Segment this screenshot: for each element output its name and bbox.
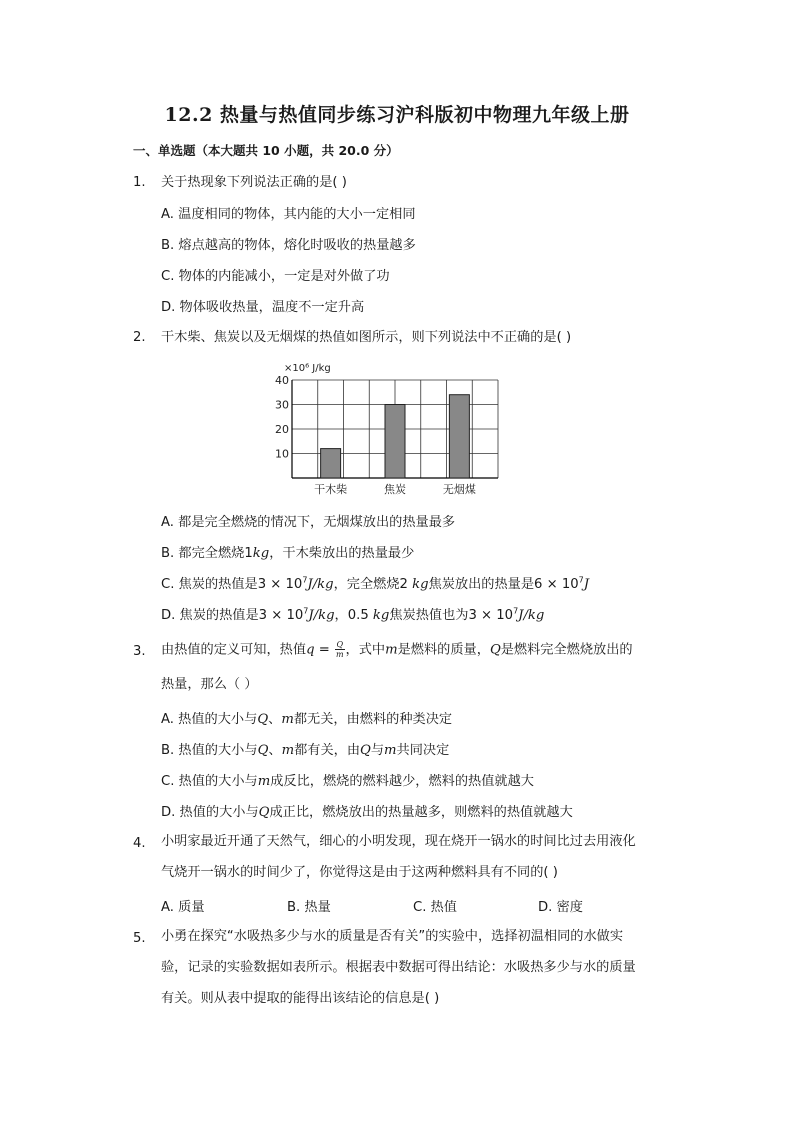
question-number: 1. xyxy=(133,175,146,190)
option-a[interactable]: A. 质量 xyxy=(161,900,205,915)
option-b[interactable]: B. 热量 xyxy=(287,900,331,915)
symbol-m: m xyxy=(257,774,271,789)
option-b-text-mid2: 与 xyxy=(370,743,385,758)
symbol-Q: Q xyxy=(257,712,269,727)
fraction-denominator: m xyxy=(335,650,344,659)
unit: kg xyxy=(372,608,390,623)
bar-1 xyxy=(321,449,341,478)
option-b[interactable]: B. 熔点越高的物体，熔化时吸收的热量越多 xyxy=(161,238,416,253)
bar-2 xyxy=(385,405,405,479)
option-d-text-end: 成正比，燃烧放出的热量越多，则燃料的热值就越大 xyxy=(269,805,573,820)
option-c-text-mid2: 焦炭放出的热量是6 × 10 xyxy=(428,577,579,592)
option-a-text: A. 热值的大小与 xyxy=(161,712,258,727)
x-tick-label: 焦炭 xyxy=(384,483,406,496)
question-stem-line-1: 小明家最近开通了天然气，细心的小明发现，现在烧开一锅水的时间比过去用液化 xyxy=(161,834,636,849)
exponent: 7 xyxy=(513,606,519,616)
y-tick-label: 20 xyxy=(275,423,289,436)
symbol-Q: Q xyxy=(258,805,270,820)
symbol-Q: Q xyxy=(360,743,371,758)
symbol-m: m xyxy=(281,712,294,727)
option-d[interactable]: D. 密度 xyxy=(538,900,583,915)
option-row xyxy=(161,896,641,916)
question-number: 3. xyxy=(133,644,146,659)
option-b-text: B. 热值的大小与 xyxy=(161,743,258,758)
question-number: 5. xyxy=(133,931,146,946)
stem-text: 由热值的定义可知，热值 xyxy=(161,642,307,658)
y-tick-label: 40 xyxy=(275,374,289,387)
option-b[interactable] xyxy=(161,542,414,561)
y-tick-label: 10 xyxy=(275,447,289,461)
page-title: 12.2 热量与热值同步练习沪科版初中物理九年级上册 xyxy=(164,104,630,126)
y-tick-label: 30 xyxy=(275,398,289,412)
bar-chart xyxy=(258,360,518,500)
option-a-text-end: 都无关，由燃料的种类决定 xyxy=(293,712,453,727)
section-heading: 一、单选题（本大题共 10 小题，共 20.0 分） xyxy=(133,143,399,158)
option-d-text: D. 热值的大小与 xyxy=(161,805,259,820)
equals-sign: = xyxy=(314,642,334,658)
option-c-text: C. 热值的大小与 xyxy=(161,774,258,789)
option-a[interactable]: A. 都是完全燃烧的情况下，无烟煤放出的热量最多 xyxy=(161,515,456,530)
option-d-text: D. 焦炭的热值是3 × 10 xyxy=(161,608,304,623)
question-stem-line-2: 验，记录的实验数据如表所示。根据表中数据可得出结论：水吸热多少与水的质量 xyxy=(161,960,636,975)
option-b-text-mid: 都有关，由 xyxy=(294,743,361,758)
fraction xyxy=(335,640,345,659)
symbol-m: m xyxy=(385,642,398,658)
option-a[interactable]: A. 温度相同的物体，其内能的大小一定相同 xyxy=(161,207,416,222)
question-stem-line-1: 小勇在探究“水吸热多少与水的质量是否有关”的实验中，选择初温相同的水做实 xyxy=(161,929,624,944)
question-stem-line-2: 热量，那么（ ） xyxy=(161,677,258,692)
option-c[interactable]: C. 热值 xyxy=(413,900,457,915)
stem-text: ，式中 xyxy=(345,642,386,658)
option-b-text-end: 共同决定 xyxy=(396,743,450,758)
option-d[interactable] xyxy=(161,801,573,820)
option-c[interactable]: C. 物体的内能减小，一定是对外做了功 xyxy=(161,269,390,284)
option-c[interactable] xyxy=(161,770,534,789)
x-tick-label: 干木柴 xyxy=(314,483,348,496)
unit-kg: kg xyxy=(252,546,270,561)
unit: J/kg xyxy=(307,577,334,592)
option-d[interactable]: D. 物体吸收热量，温度不一定升高 xyxy=(161,300,365,315)
exponent: 7 xyxy=(303,606,309,616)
question-number: 2. xyxy=(133,330,146,345)
option-a[interactable] xyxy=(161,708,452,727)
fraction-numerator: Q xyxy=(336,640,344,649)
question-stem: 干木柴、焦炭以及无烟煤的热值如图所示，则下列说法中不正确的是( ) xyxy=(161,330,572,345)
option-b-text: B. 都完全燃烧1 xyxy=(161,546,253,561)
unit: kg xyxy=(412,577,429,592)
separator: 、 xyxy=(268,712,282,727)
symbol-m: m xyxy=(281,743,295,758)
y-axis-label: ×10⁶ J/kg xyxy=(284,363,331,374)
symbol-m: m xyxy=(384,743,397,758)
option-b[interactable] xyxy=(161,739,449,758)
unit: J/kg xyxy=(308,608,335,623)
question-stem-line-1 xyxy=(161,640,633,661)
option-c-text-mid: ，完全燃烧2 xyxy=(333,577,413,592)
exponent: 7 xyxy=(302,575,308,585)
symbol-Q: Q xyxy=(257,743,269,758)
option-d-text-mid: ，0.5 xyxy=(334,608,373,623)
option-c[interactable] xyxy=(161,573,589,592)
option-d-text-mid2: 焦炭热值也为3 × 10 xyxy=(389,608,514,623)
question-number: 4. xyxy=(133,836,146,851)
option-d[interactable] xyxy=(161,604,544,623)
stem-text: 是燃料完全燃烧放出的 xyxy=(500,642,633,658)
x-tick-label: 无烟煤 xyxy=(442,483,476,496)
option-c-text-end: 成反比，燃烧的燃料越少，燃料的热值就越大 xyxy=(270,774,534,789)
option-b-text-end: ，干木柴放出的热量最少 xyxy=(269,546,415,561)
question-stem: 关于热现象下列说法正确的是( ) xyxy=(161,175,347,190)
question-stem-line-2: 气烧开一锅水的时间少了，你觉得这是由于这两种燃料具有不同的( ) xyxy=(161,865,558,880)
question-stem-line-3: 有关。则从表中提取的能得出该结论的信息是( ) xyxy=(161,991,440,1006)
bar-3 xyxy=(449,395,469,478)
exponent: 7 xyxy=(578,575,584,585)
symbol-q: q xyxy=(306,642,315,658)
symbol-Q: Q xyxy=(489,642,501,658)
option-c-text: C. 焦炭的热值是3 × 10 xyxy=(161,577,303,592)
separator: 、 xyxy=(268,743,282,758)
unit: J xyxy=(583,577,590,592)
stem-text: 是燃料的质量， xyxy=(397,642,490,658)
unit: J/kg xyxy=(518,608,545,623)
